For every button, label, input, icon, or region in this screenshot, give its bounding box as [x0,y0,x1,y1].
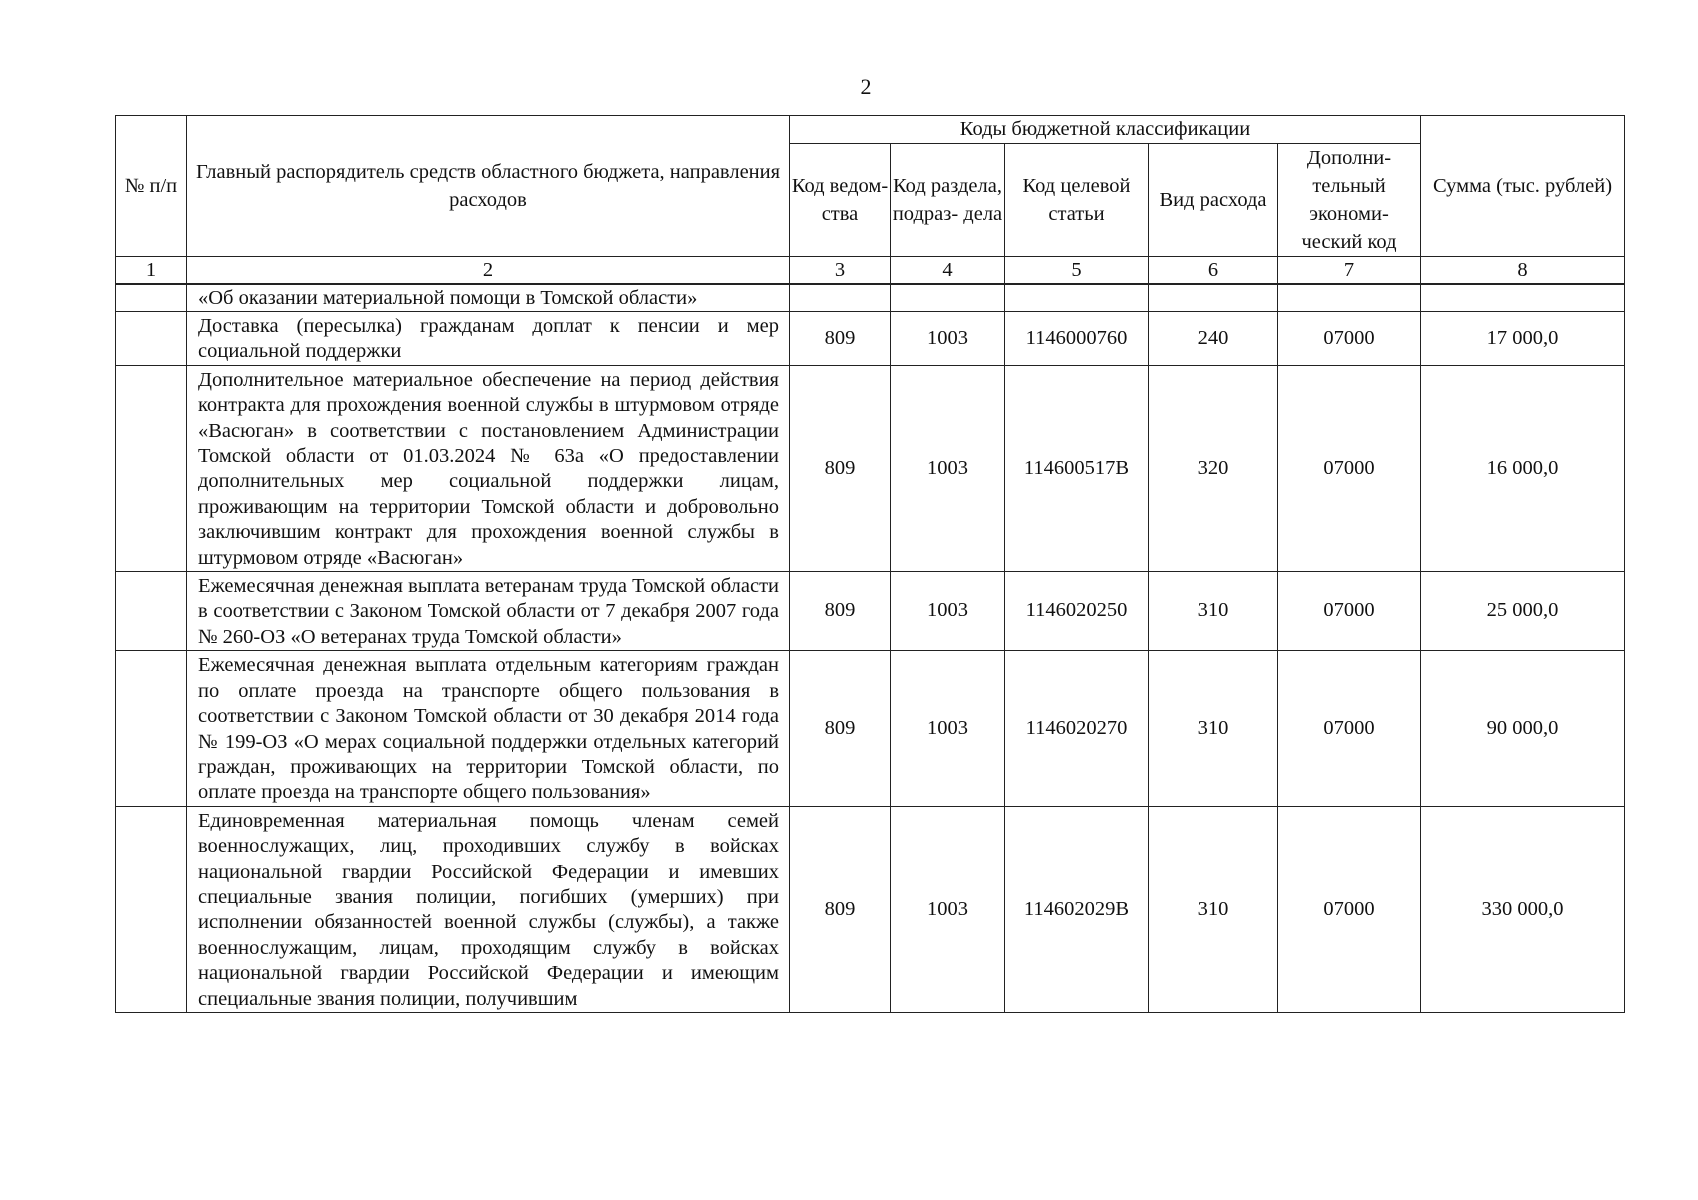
table-row [116,284,1625,312]
row-no [116,572,187,651]
header-row [116,116,1625,144]
column-number-row [116,257,1625,285]
row-section-code: 1003 [891,651,1005,806]
header-sum: Сумма (тыс. рублей) [1421,116,1625,257]
table-row [116,806,1625,1012]
row-dept-code: 809 [790,806,891,1012]
row-expense-type: 320 [1149,365,1278,571]
budget-table [115,115,1625,1013]
column-number: 7 [1278,257,1421,285]
row-econ-code: 07000 [1278,365,1421,571]
row-dept-code: 809 [790,312,891,366]
row-target-code [1005,284,1149,312]
row-description: Доставка (пересылка) гражданам доплат к пенсии и мер социальной поддержки [187,312,790,366]
row-no [116,284,187,312]
header-target-code: Код целевой статьи [1005,144,1149,257]
row-section-code: 1003 [891,806,1005,1012]
column-number: 2 [187,257,790,285]
row-section-code: 1003 [891,365,1005,571]
row-sum: 90 000,0 [1421,651,1625,806]
row-sum [1421,284,1625,312]
header-expense-type: Вид расхода [1149,144,1278,257]
row-target-code: 114602029В [1005,806,1149,1012]
row-econ-code [1278,284,1421,312]
column-number: 3 [790,257,891,285]
row-dept-code: 809 [790,651,891,806]
row-no [116,806,187,1012]
row-expense-type: 310 [1149,806,1278,1012]
table-row [116,365,1625,571]
header-description: Главный распорядитель средств областного бюджета, направления расходов [187,116,790,257]
header-econ-code: Дополни- тельный экономи- ческий код [1278,144,1421,257]
column-number: 6 [1149,257,1278,285]
header-no: № п/п [116,116,187,257]
row-sum: 16 000,0 [1421,365,1625,571]
row-econ-code: 07000 [1278,806,1421,1012]
column-number: 1 [116,257,187,285]
row-dept-code [790,284,891,312]
row-description: «Об оказании материальной помощи в Томской области» [187,284,790,312]
table-row [116,312,1625,366]
row-target-code: 1146020250 [1005,572,1149,651]
column-number: 4 [891,257,1005,285]
header-section-code: Код раздела, подраз- дела [891,144,1005,257]
header-dept-code: Код ведом- ства [790,144,891,257]
row-target-code: 1146000760 [1005,312,1149,366]
row-target-code: 1146020270 [1005,651,1149,806]
row-sum: 330 000,0 [1421,806,1625,1012]
row-section-code: 1003 [891,312,1005,366]
row-expense-type [1149,284,1278,312]
row-econ-code: 07000 [1278,572,1421,651]
row-no [116,651,187,806]
row-dept-code: 809 [790,572,891,651]
row-target-code: 114600517В [1005,365,1149,571]
page-number: 2 [860,74,872,99]
column-number: 5 [1005,257,1149,285]
row-description: Дополнительное материальное обеспечение на период действия контракта для прохождения военной службы в штурмовом отряде «Васюган» в соответствии с постановлением Администрации Томской области от 01.03.2024 № 63а «О предоставлении дополнительных мер социальной поддержки лицам, проживающим на территории Томской области и добровольно заключившим контракт для прохождения военной службы в штурмовом отряде «Васюган» [187,365,790,571]
row-description: Единовременная материальная помощь членам семей военнослужащих, лиц, проходивших службу в войсках национальной гвардии Российской Федерации и имевших специальные звания полиции, погибших (умерших) при исполнении обязанностей военной службы (службы), а также военнослужащим, лицам, проходящим службу в войсках национальной гвардии Российской Федерации и имеющим специальные звания полиции, получившим [187,806,790,1012]
row-econ-code: 07000 [1278,312,1421,366]
row-sum: 25 000,0 [1421,572,1625,651]
header-codes-group: Коды бюджетной классификации [790,116,1421,144]
row-sum: 17 000,0 [1421,312,1625,366]
row-description: Ежемесячная денежная выплата ветеранам труда Томской области в соответствии с Законом Томской области от 7 декабря 2007 года № 260-ОЗ «О ветеранах труда Томской области» [187,572,790,651]
row-expense-type: 310 [1149,651,1278,806]
column-number: 8 [1421,257,1625,285]
table-row [116,651,1625,806]
row-expense-type: 310 [1149,572,1278,651]
table-row [116,572,1625,651]
row-no [116,365,187,571]
row-dept-code: 809 [790,365,891,571]
row-expense-type: 240 [1149,312,1278,366]
row-section-code [891,284,1005,312]
row-no [116,312,187,366]
row-description: Ежемесячная денежная выплата отдельным категориям граждан по оплате проезда на транспорте общего пользования в соответствии с Законом Томской области от 30 декабря 2014 года № 199-ОЗ «О мерах социальной поддержки отдельных категорий граждан, проживающих на территории Томской области, по оплате проезда на транспорте общего пользования» [187,651,790,806]
row-section-code: 1003 [891,572,1005,651]
row-econ-code: 07000 [1278,651,1421,806]
